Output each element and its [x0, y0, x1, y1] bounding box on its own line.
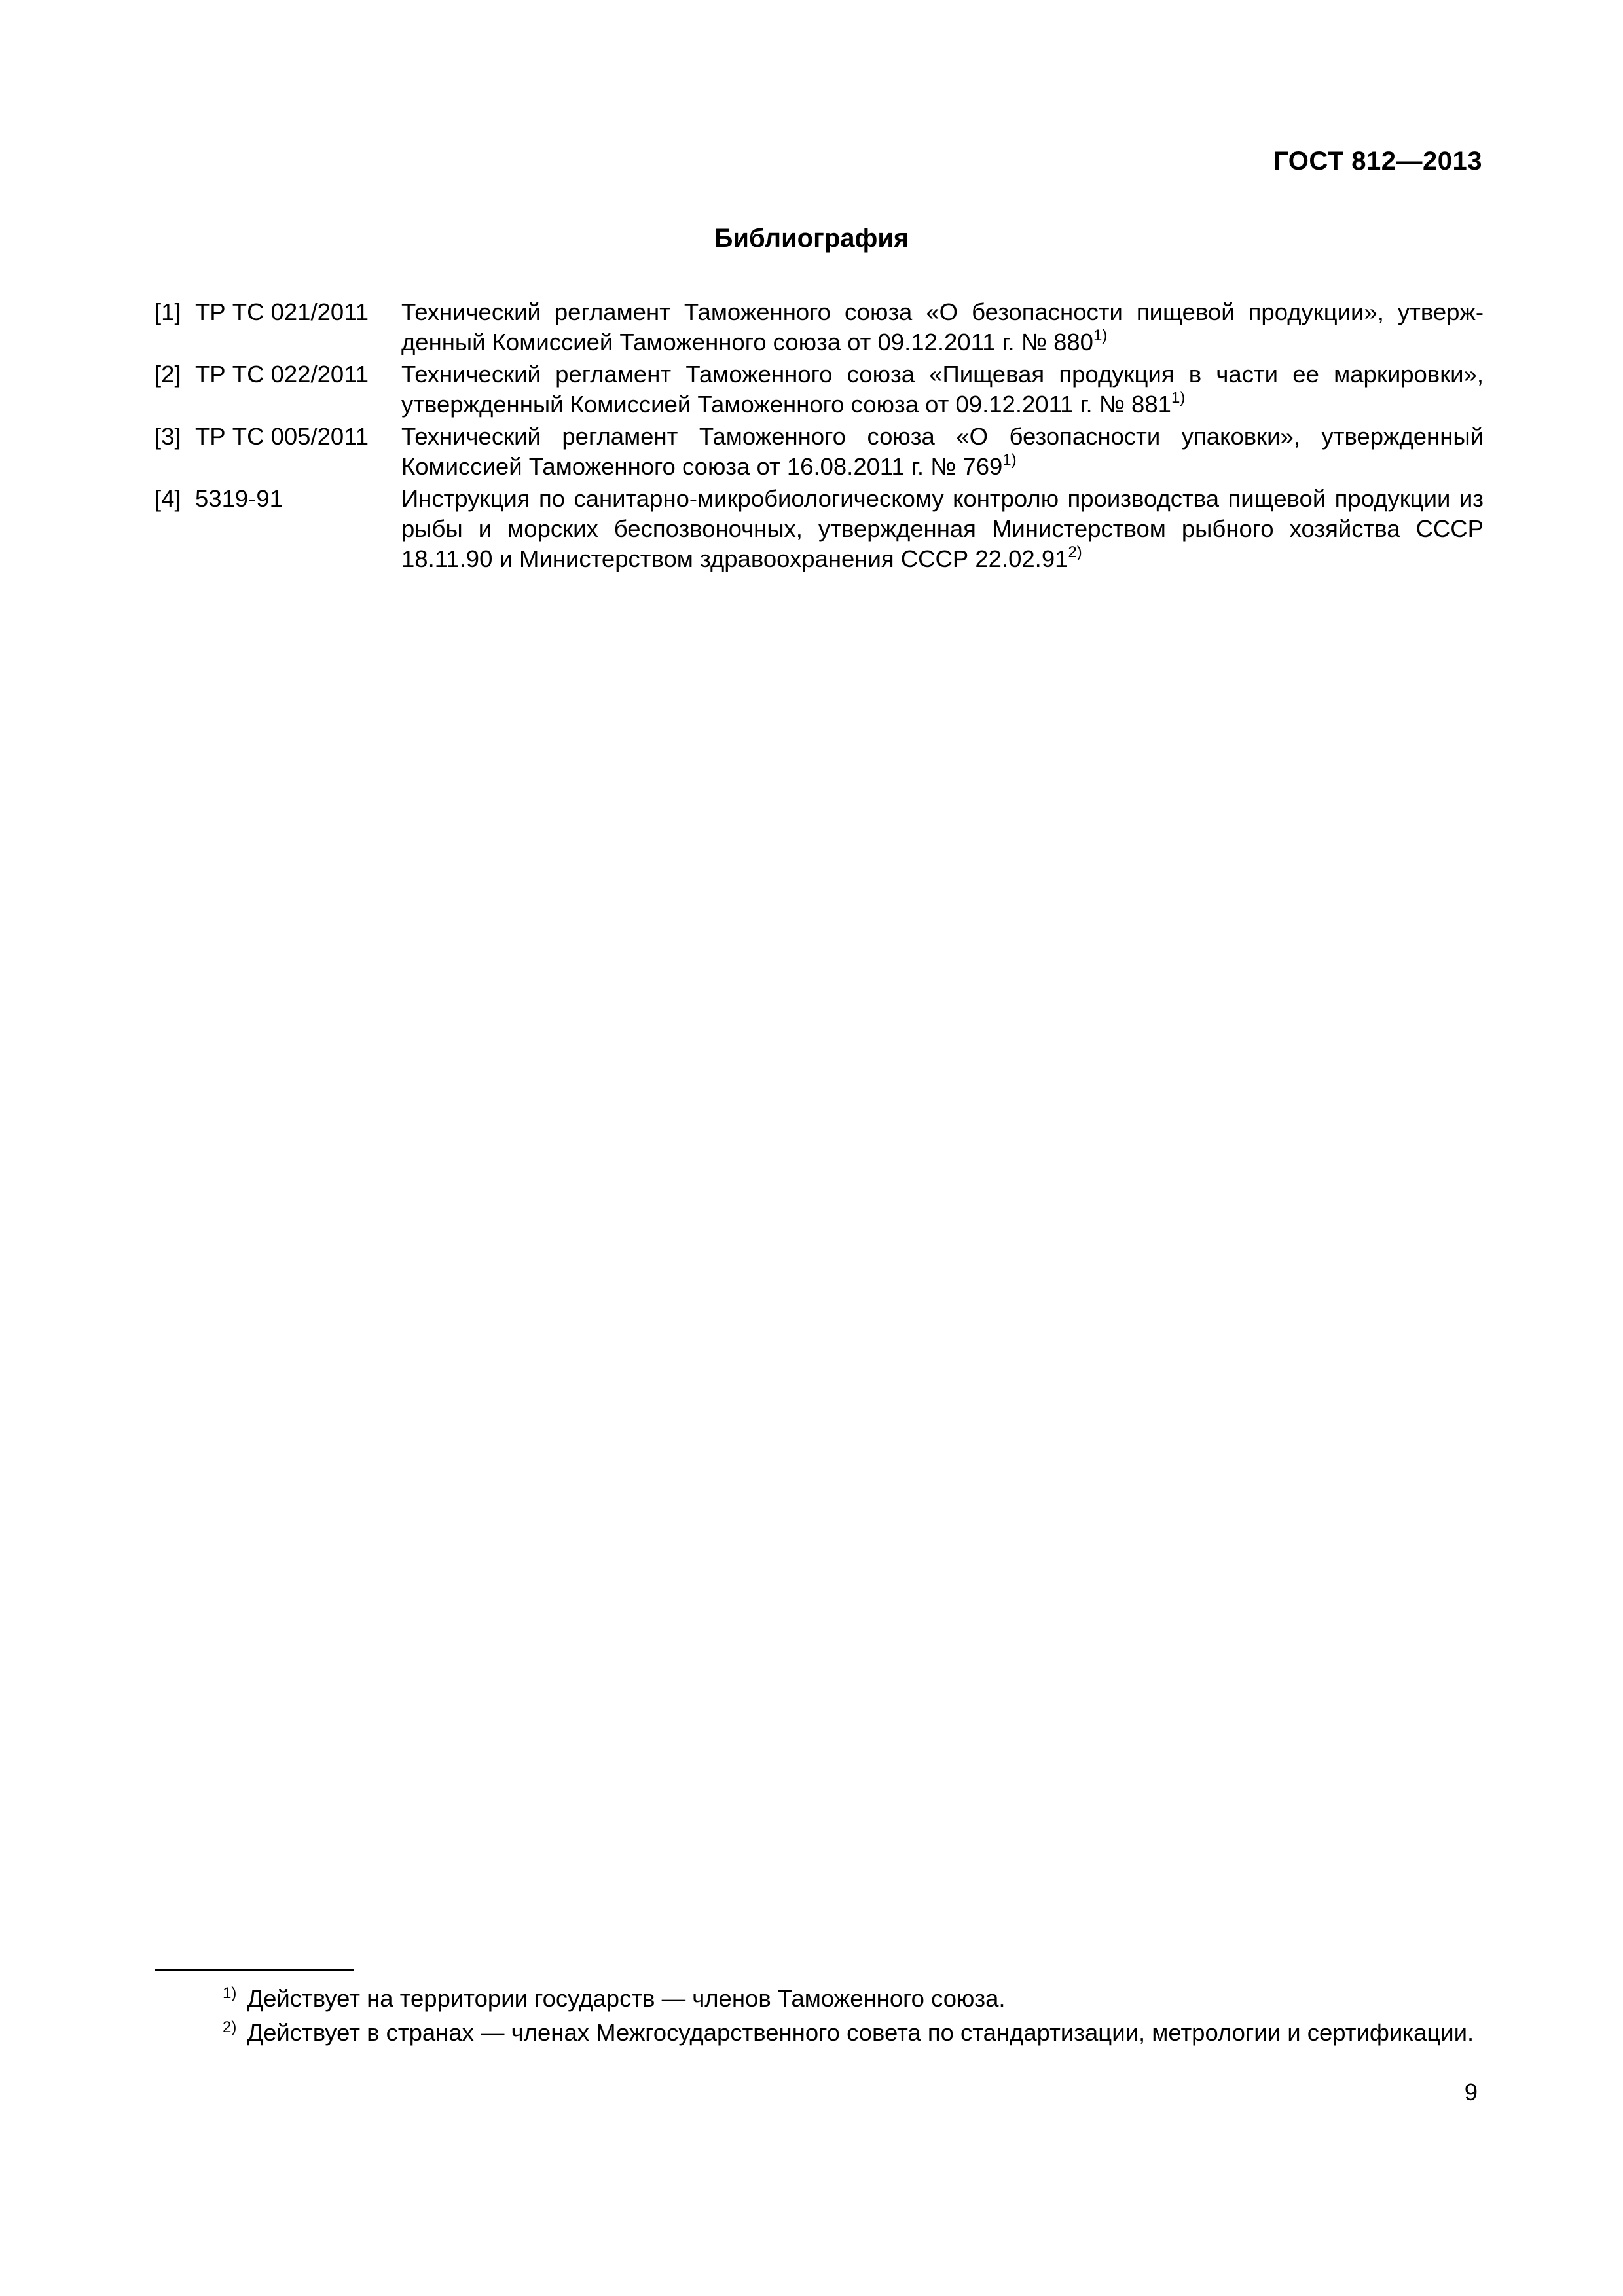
bibliography-entry — [155, 359, 1484, 420]
entry-code: ТР ТС 005/2011 — [195, 423, 369, 450]
section-title: Библиография — [714, 224, 909, 253]
bibliography-list — [155, 297, 1484, 576]
footnote-mark: 1) — [223, 1984, 237, 2002]
entry-text: Инструкция по санитарно-микробиологическому контролю производства пищевой продукции из рыбы и морских беспозвоночных, утвержденная Министерством рыбного хозяйства СССР 18.11.90 и Министерством здравоохранения СССР 22.02.91 — [401, 485, 1484, 572]
page-number: 9 — [1464, 2079, 1478, 2105]
bibliography-entry — [155, 422, 1484, 482]
footnote-ref: 1) — [1171, 388, 1186, 407]
footnote-text: Действует на территории государств — членов Таможенного союза. — [247, 1985, 1006, 2012]
entry-text: Технический регламент Таможенного союза «О безопасности пищевой продукции», утвержденный Комиссией Таможенного союза от 09.12.2011 г. № 880 — [401, 299, 1484, 355]
entry-number: [3] — [155, 423, 181, 450]
footnote-text: Действует в странах — членах Межгосударственного совета по стандартизации, метрологии и сертификации. — [247, 2019, 1474, 2046]
footnote-divider — [155, 1969, 354, 1971]
entry-text-wrap — [401, 297, 1484, 357]
footnote — [155, 1984, 1484, 2014]
entry-text-wrap — [401, 359, 1484, 420]
footnote-mark: 2) — [223, 2018, 237, 2036]
entry-number: [4] — [155, 485, 181, 512]
entry-code: 5319-91 — [195, 485, 283, 512]
bibliography-entry — [155, 297, 1484, 357]
entry-text-wrap — [401, 422, 1484, 482]
footnote — [155, 2018, 1484, 2048]
footnotes — [155, 1984, 1484, 2052]
entry-text: Технический регламент Таможенного союза «Пищевая продукция в части ее маркировки», утвержденный Комиссией Таможенного союза от 09.12.2011 г. № 881 — [401, 361, 1484, 418]
bibliography-entry — [155, 484, 1484, 574]
entry-code: ТР ТС 022/2011 — [195, 361, 369, 388]
entry-text-wrap — [401, 484, 1484, 574]
footnote-ref: 2) — [1068, 543, 1082, 561]
footnote-ref: 1) — [1093, 326, 1108, 344]
entry-text: Технический регламент Таможенного союза «О безопасности упаковки», утвержденный Комиссией Таможенного союза от 16.08.2011 г. № 769 — [401, 423, 1484, 480]
footnote-ref: 1) — [1002, 450, 1017, 469]
entry-number: [1] — [155, 299, 181, 325]
entry-code: ТР ТС 021/2011 — [195, 299, 369, 325]
entry-number: [2] — [155, 361, 181, 388]
document-code: ГОСТ 812—2013 — [1273, 147, 1482, 175]
